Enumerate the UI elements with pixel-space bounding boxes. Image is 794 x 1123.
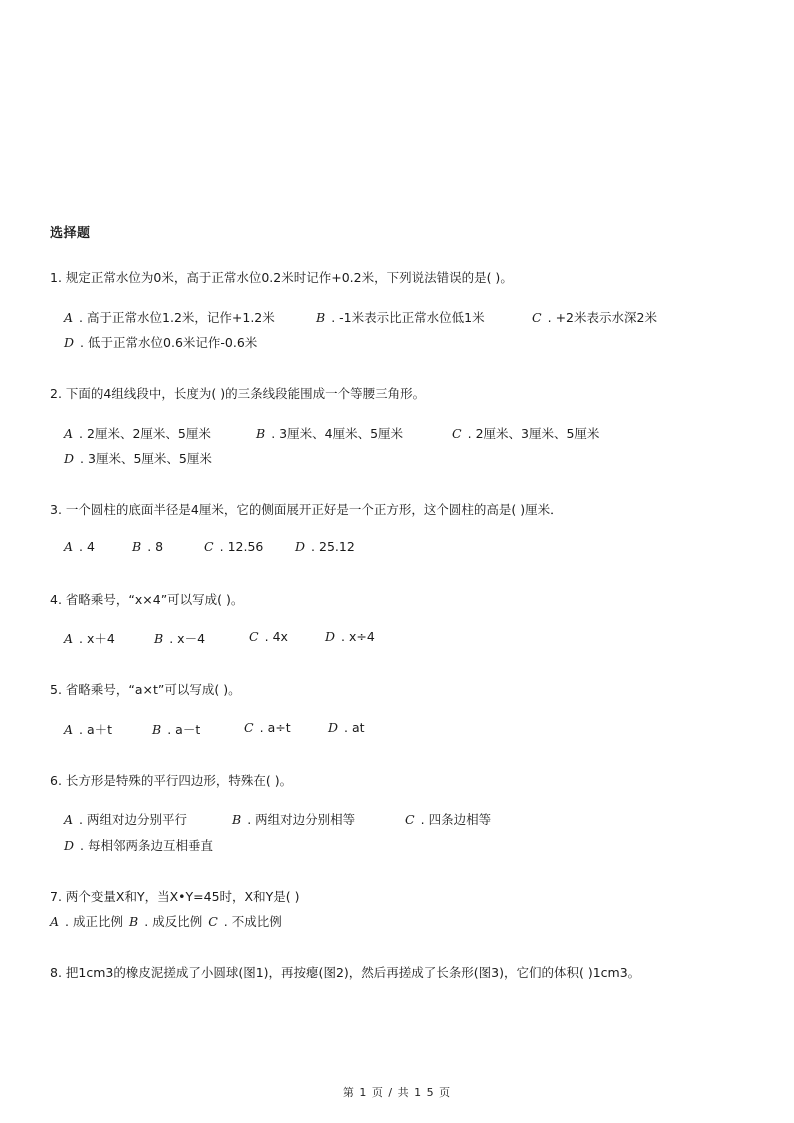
question-6-stem: 6. 长方形是特殊的平行四边形，特殊在( )。 [50,773,293,788]
section-title: 选择题 [50,226,91,241]
question-3-options-row-1 [64,539,355,554]
question-1-stem: 1. 规定正常水位为0米，高于正常水位0.2米时记作+0.2米，下列说法错误的是( )。 [50,270,513,285]
question-2-options-row-1 [64,424,599,442]
question-5-stem: 5. 省略乘号，“a×t”可以写成( )。 [50,682,241,697]
question-2-option-b[interactable]: B . 3厘米、4厘米、5厘米 [256,426,404,441]
question-6-option-a[interactable]: A . 两组对边分别平行 [64,812,188,827]
question-5-option-c[interactable]: C . a÷t [244,720,291,735]
question-2-stem: 2. 下面的4组线段中，长度为( )的三条线段能围成一个等腰三角形。 [50,386,426,401]
question-4-option-d[interactable]: D . x÷4 [325,629,375,644]
question-5-option-a[interactable]: A . a＋t [64,722,113,737]
question-3-option-b[interactable]: B . 8 [132,539,164,554]
question-6-options-row-2 [64,836,213,854]
question-7-option-a[interactable]: A . 成正比例 [50,914,124,929]
question-1-option-c[interactable]: C . +2米表示水深2米 [532,310,657,325]
question-2-option-a[interactable]: A . 2厘米、2厘米、5厘米 [64,426,211,441]
question-2-option-c[interactable]: C . 2厘米、3厘米、5厘米 [452,426,600,441]
question-4-option-a[interactable]: A . x＋4 [64,631,115,646]
question-7-option-c[interactable]: C . 不成比例 [208,914,282,929]
question-2-option-d[interactable]: D . 3厘米、5厘米、5厘米 [64,451,212,466]
question-6-options-row-1 [64,810,491,828]
question-3-option-d[interactable]: D . 25.12 [295,539,355,554]
question-5-options-row-1 [64,720,365,738]
question-7-stem: 7. 两个变量X和Y，当X•Y=45时，X和Y是( ) [50,889,300,904]
question-7-options-row-1 [50,912,282,930]
question-1-option-d[interactable]: D . 低于正常水位0.6米记作-0.6米 [64,335,258,350]
question-4-stem: 4. 省略乘号，“x×4”可以写成( )。 [50,592,244,607]
question-6-option-d[interactable]: D . 每相邻两条边互相垂直 [64,838,214,853]
question-3-option-c[interactable]: C . 12.56 [204,539,264,554]
question-3-stem: 3. 一个圆柱的底面半径是4厘米，它的侧面展开正好是一个正方形，这个圆柱的高是( )厘米． [50,502,563,517]
question-4-options-row-1 [64,629,375,647]
page-footer: 第 1 页 / 共 1 5 页 [342,1086,452,1099]
question-4-option-b[interactable]: B . x－4 [154,631,206,646]
question-8-stem: 8. 把1cm3的橡皮泥搓成了小圆球(图1)，再按瘪(图2)，然后再搓成了长条形(图3)，它们的体积( )1cm3。 [50,965,641,980]
question-7-option-b[interactable]: B . 成反比例 [129,914,203,929]
question-1-option-a[interactable]: A . 高于正常水位1.2米，记作+1.2米 [64,310,275,325]
question-5-option-b[interactable]: B . a－t [152,722,201,737]
question-4-option-c[interactable]: C . 4x [249,629,288,644]
question-1-options-row-1 [64,308,657,326]
question-6-option-c[interactable]: C . 四条边相等 [405,812,492,827]
question-1-options-row-2 [64,333,257,351]
question-3-option-a[interactable]: A . 4 [64,539,95,554]
question-2-options-row-2 [64,449,212,467]
question-1-option-b[interactable]: B . -1米表示比正常水位低1米 [316,310,485,325]
question-6-option-b[interactable]: B . 两组对边分别相等 [232,812,356,827]
question-5-option-d[interactable]: D . at [328,720,365,735]
